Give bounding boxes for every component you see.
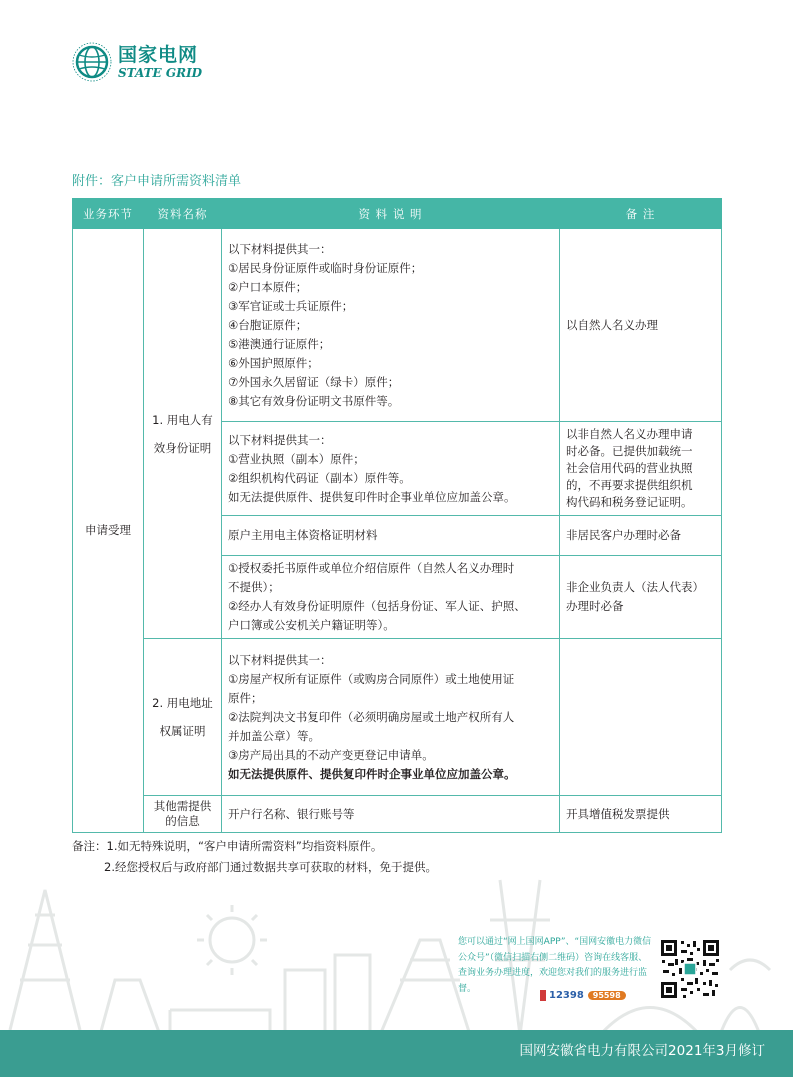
note-line: 非企业负责人（法人代表） [566, 580, 704, 594]
footer-revision-text: 国网安徽省电力有限公司2021年3月修订 [519, 1043, 765, 1059]
other-name-line: 的信息 [165, 814, 200, 828]
note-line: 以非自然人名义办理申请 [566, 427, 693, 441]
other-note: 开具增值税发票提供 [560, 796, 722, 833]
header-description: 资 料 说 明 [222, 199, 560, 229]
desc-line: 原件； [228, 690, 263, 705]
desc-line: ②组织机构代码证（副本）原件等。 [228, 470, 411, 485]
other-name-line: 其他需提供 [153, 799, 212, 813]
identity-personal-desc [222, 229, 560, 422]
note-line: 非居民客户办理时必备 [566, 528, 681, 542]
identity-agent-note [560, 556, 722, 639]
hotline-95598-badge: 95598 [588, 991, 626, 1000]
footnote-line-2: 2.经您授权后与政府部门通过数据共享可获取的材料，免于提供。 [104, 860, 437, 874]
header-stage: 业务环节 [73, 199, 144, 229]
table-header-row [73, 199, 722, 229]
note-line: 以自然人名义办理 [566, 317, 658, 332]
stage-cell: 申请受理 [73, 229, 144, 833]
header-material-name: 资料名称 [144, 199, 222, 229]
desc-line: ⑧其它有效身份证明文书原件等。 [228, 393, 400, 408]
desc-line: ④台胞证原件； [228, 317, 308, 332]
footnote-line-1: 备注：1.如无特殊说明，“客户申请所需资料”均指资料原件。 [72, 839, 383, 853]
desc-line: ②户口本原件； [228, 279, 308, 294]
identity-original-owner-note [560, 516, 722, 556]
identity-org-desc [222, 422, 560, 516]
identity-name-line: 1. 用电人有 [152, 412, 213, 427]
desc-line: ②法院判决文书复印件（必须明确房屋或土地产权所有人 [228, 709, 515, 724]
other-name-cell [144, 796, 222, 833]
brand-logo [72, 42, 202, 82]
logo-chinese-name: 国家电网 [118, 44, 199, 66]
property-name-line: 权属证明 [159, 724, 206, 738]
table-row [73, 229, 722, 422]
desc-line: ①居民身份证原件或临时身份证原件； [228, 260, 423, 275]
identity-agent-desc [222, 556, 560, 639]
note-line: 构代码和税务登记证明。 [566, 495, 693, 509]
note-line: 办理时必备 [566, 599, 624, 613]
desc-line: 以下材料提供其一： [228, 241, 332, 256]
logo-english-name: STATE GRID [118, 66, 203, 80]
identity-name-cell [144, 229, 222, 639]
desc-line: ③军官证或士兵证原件； [228, 298, 354, 313]
desc-line: ⑦外国永久居留证（绿卡）原件； [228, 374, 400, 389]
desc-line: 如无法提供原件、提供复印件时企事业单位应加盖公章。 [228, 489, 516, 504]
note-line: 时必备。已提供加载统一 [566, 444, 693, 458]
hotline-12398-badge: 12398 [540, 990, 584, 1001]
note-line: 的，不再要求提供组织机 [566, 478, 693, 492]
identity-original-owner-desc [222, 516, 560, 556]
desc-line: 不提供）； [228, 580, 280, 594]
service-hotline-badges [540, 990, 626, 1001]
property-note [560, 639, 722, 796]
qr-code-icon[interactable] [659, 938, 721, 1000]
desc-line: 原户主用电主体资格证明材料 [228, 528, 378, 542]
property-name-line: 2. 用电地址 [152, 696, 213, 710]
desc-line: ②经办人有效身份证明原件（包括身份证、军人证、护照、 [228, 599, 526, 613]
desc-line: 并加盖公章）等。 [228, 728, 320, 743]
desc-line: ⑤港澳通行证原件； [228, 336, 331, 351]
table-row [73, 639, 722, 796]
service-promo-text: 您可以通过“网上国网APP”、“国网安徽电力微信公众号”（微信扫描右侧二维码）咨询在线客服、查询业务办理进度，欢迎您对我们的服务进行监督。 [458, 937, 652, 994]
identity-name-line: 效身份证明 [153, 440, 212, 455]
identity-personal-note [560, 229, 722, 422]
desc-line: 以下材料提供其一： [228, 432, 332, 447]
desc-line: ①房屋产权所有证原件（或购房合同原件）或土地使用证 [228, 671, 515, 686]
other-desc: 开户行名称、银行账号等 [222, 796, 560, 833]
state-grid-globe-icon [72, 42, 112, 82]
attachment-title: 附件：客户申请所需资料清单 [72, 174, 242, 189]
desc-line-bold: 如无法提供原件、提供复印件时企事业单位应加盖公章。 [228, 766, 516, 781]
identity-org-note [560, 422, 722, 516]
property-desc [222, 639, 560, 796]
desc-line: ①授权委托书原件或单位介绍信原件（自然人名义办理时 [228, 561, 515, 575]
desc-line: ⑥外国护照原件； [228, 355, 319, 370]
note-line: 社会信用代码的营业执照 [566, 461, 693, 475]
desc-line: 户口簿或公安机关户籍证明等）。 [228, 618, 395, 632]
desc-line: ③房产局出具的不动产变更登记申请单。 [228, 747, 434, 762]
desc-line: 以下材料提供其一： [228, 652, 332, 667]
requirements-table [72, 198, 722, 833]
header-remarks: 备 注 [560, 199, 722, 229]
desc-line: ①营业执照（副本）原件； [228, 451, 365, 466]
table-row [73, 796, 722, 833]
property-name-cell [144, 639, 222, 796]
